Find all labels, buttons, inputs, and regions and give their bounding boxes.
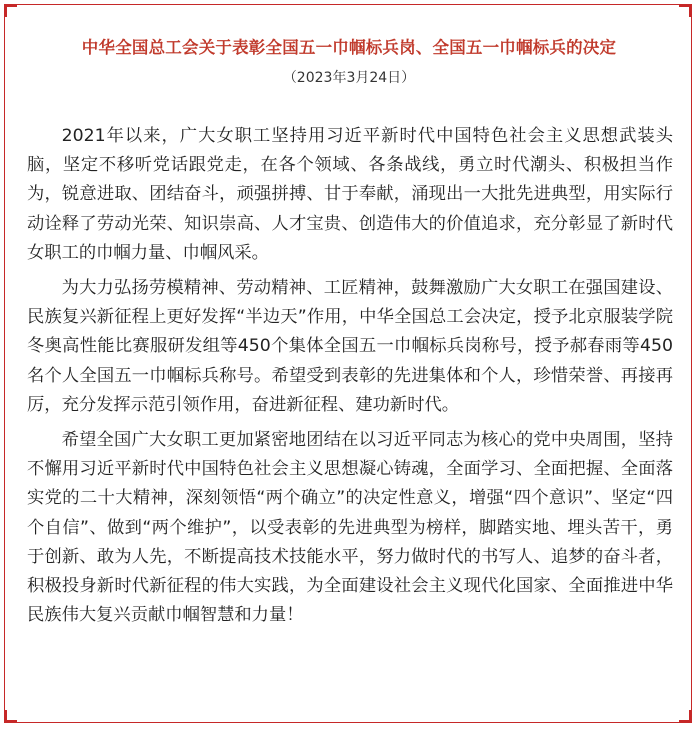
corner-ornament-top-right xyxy=(679,5,691,17)
body-paragraph-2: 为大力弘扬劳模精神、劳动精神、工匠精神，鼓舞激励广大女职工在强国建设、民族复兴新征程上更好发挥“半边天”作用，中华全国总工会决定，授予北京服装学院冬奥高性能比赛服研发组等450个集体全国五一巾帼标兵岗称号，授予郝春雨等450名个人全国五一巾帼标兵称号。希望受到表彰的先进集体和个人，珍惜荣誉、再接再厉，充分发挥示范引领作用，奋进新征程、建功新时代。 xyxy=(27,278,673,415)
document-date: （2023年3月24日） xyxy=(282,70,416,86)
body-paragraph-1: 2021年以来，广大女职工坚持用习近平新时代中国特色社会主义思想武装头脑，坚定不移听党话跟党走，在各个领域、各条战线，勇立时代潮头、积极担当作为，锐意进取、团结奋斗，顽强拼搏、甘于奉献，涌现出一大批先进典型，用实际行动诠释了劳动光荣、知识崇高、人才宝贵、创造伟大的价值追求，充分彰显了新时代女职工的巾帼力量、巾帼风采。 xyxy=(27,126,673,263)
corner-ornament-top-left xyxy=(5,5,17,17)
body-paragraph-3: 希望全国广大女职工更加紧密地团结在以习近平同志为核心的党中央周围，坚持不懈用习近平新时代中国特色社会主义思想凝心铸魂，全面学习、全面把握、全面落实党的二十大精神，深刻领悟“两个确立”的决定性意义，增强“四个意识”、坚定“四个自信”、做到“两个维护”，以受表彰的先进典型为榜样，脚踏实地、埋头苦干，勇于创新、敢为人先，不断提高技术技能水平，努力做时代的书写人、追梦的奋斗者，积极投身新时代新征程的伟大实践，为全面建设社会主义现代化国家、全面推进中华民族伟大复兴贡献巾帼智慧和力量！ xyxy=(27,430,673,626)
document-body xyxy=(27,122,673,636)
document-title: 中华全国总工会关于表彰全国五一巾帼标兵岗、全国五一巾帼标兵的决定 xyxy=(81,38,617,57)
corner-ornament-bottom-left xyxy=(5,710,17,722)
corner-ornament-bottom-right xyxy=(679,710,691,722)
